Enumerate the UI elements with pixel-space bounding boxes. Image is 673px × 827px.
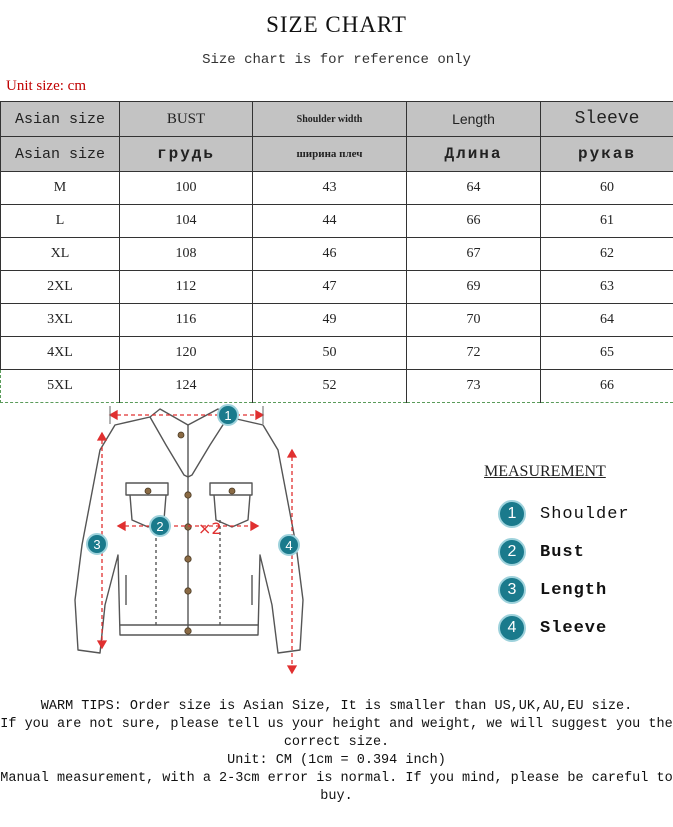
table-cell: 116 bbox=[120, 304, 253, 337]
table-row bbox=[1, 337, 673, 370]
marker-1 bbox=[218, 405, 238, 425]
tips-line: Unit: CM (1cm = 0.394 inch) bbox=[227, 753, 446, 768]
table-cell: 5XL bbox=[1, 370, 120, 403]
table-cell: 60 bbox=[541, 172, 673, 205]
warm-tips bbox=[0, 698, 673, 806]
header-cell: грудь bbox=[120, 137, 253, 172]
legend-label: Sleeve bbox=[540, 618, 608, 638]
table-cell: 4XL bbox=[1, 337, 120, 370]
header-cell: Length bbox=[407, 102, 541, 137]
marker-4 bbox=[279, 535, 299, 555]
table-cell: XL bbox=[1, 238, 120, 271]
header-cell: Shoulder width bbox=[253, 102, 407, 137]
header-cell: рукав bbox=[541, 137, 673, 172]
tips-line: If you are not sure, please tell us your height and weight, we will suggest you the correct size. bbox=[0, 717, 673, 750]
header-cell: Длина bbox=[407, 137, 541, 172]
number-4-icon: 4 bbox=[498, 614, 526, 642]
table-cell: 72 bbox=[407, 337, 541, 370]
number-2-icon: 2 bbox=[498, 538, 526, 566]
legend-label: Bust bbox=[540, 542, 585, 562]
table-cell: 67 bbox=[407, 238, 541, 271]
svg-text:4: 4 bbox=[285, 538, 293, 553]
table-cell: 120 bbox=[120, 337, 253, 370]
table-row bbox=[1, 271, 673, 304]
table-cell: 108 bbox=[120, 238, 253, 271]
legend-item-length bbox=[484, 571, 664, 609]
table-cell: 46 bbox=[253, 238, 407, 271]
legend-title: MEASUREMENT bbox=[484, 463, 606, 480]
legend-item-sleeve bbox=[484, 609, 664, 647]
table-cell: 62 bbox=[541, 238, 673, 271]
page-title: SIZE CHART bbox=[266, 12, 407, 37]
table-cell: 61 bbox=[541, 205, 673, 238]
table-cell: 66 bbox=[407, 205, 541, 238]
table-cell: 69 bbox=[407, 271, 541, 304]
table-cell: 64 bbox=[407, 172, 541, 205]
times-two-label: ×2 bbox=[198, 519, 222, 538]
header-row-en bbox=[1, 102, 673, 137]
table-row bbox=[1, 205, 673, 238]
table-cell: 2XL bbox=[1, 271, 120, 304]
table-cell: M bbox=[1, 172, 120, 205]
jacket-measurement-diagram bbox=[60, 395, 320, 685]
header-cell: Asian size bbox=[1, 102, 120, 137]
table-cell: 112 bbox=[120, 271, 253, 304]
measurement-legend bbox=[484, 463, 664, 647]
table-cell: L bbox=[1, 205, 120, 238]
table-row bbox=[1, 238, 673, 271]
header-cell: Sleeve bbox=[541, 102, 673, 137]
table-cell: 70 bbox=[407, 304, 541, 337]
size-table bbox=[0, 101, 673, 403]
table-row bbox=[1, 304, 673, 337]
table-cell: 124 bbox=[120, 370, 253, 403]
marker-3 bbox=[87, 534, 107, 554]
table-row bbox=[1, 172, 673, 205]
table-cell: 43 bbox=[253, 172, 407, 205]
table-cell: 73 bbox=[407, 370, 541, 403]
table-cell: 64 bbox=[541, 304, 673, 337]
table-cell: 104 bbox=[120, 205, 253, 238]
header-cell: Asian size bbox=[1, 137, 120, 172]
legend-item-bust bbox=[484, 533, 664, 571]
subtitle: Size chart is for reference only bbox=[202, 52, 471, 68]
header-row-ru bbox=[1, 137, 673, 172]
header-cell: ширина плеч bbox=[253, 137, 407, 172]
table-cell: 100 bbox=[120, 172, 253, 205]
table-cell: 66 bbox=[541, 370, 673, 403]
header-cell: BUST bbox=[120, 102, 253, 137]
table-cell: 3XL bbox=[1, 304, 120, 337]
table-cell: 50 bbox=[253, 337, 407, 370]
table-cell: 47 bbox=[253, 271, 407, 304]
svg-text:1: 1 bbox=[224, 408, 232, 423]
svg-text:2: 2 bbox=[156, 519, 164, 534]
table-cell: 65 bbox=[541, 337, 673, 370]
number-1-icon: 1 bbox=[498, 500, 526, 528]
number-3-icon: 3 bbox=[498, 576, 526, 604]
legend-label: Length bbox=[540, 580, 608, 600]
unit-label: Unit size: cm bbox=[6, 78, 86, 94]
measurement-lines bbox=[98, 406, 296, 673]
table-cell: 52 bbox=[253, 370, 407, 403]
table-cell: 63 bbox=[541, 271, 673, 304]
legend-item-shoulder bbox=[484, 495, 664, 533]
legend-label: Shoulder bbox=[540, 504, 630, 524]
tips-line: WARM TIPS: Order size is Asian Size, It is smaller than US,UK,AU,EU size. bbox=[40, 699, 633, 714]
svg-text:3: 3 bbox=[93, 537, 101, 552]
tips-line: Manual measurement, with a 2-3cm error is normal. If you mind, please be careful to buy. bbox=[0, 771, 673, 804]
table-cell: 49 bbox=[253, 304, 407, 337]
marker-2 bbox=[150, 516, 170, 536]
jacket-illustration bbox=[75, 409, 303, 653]
table-cell: 44 bbox=[253, 205, 407, 238]
